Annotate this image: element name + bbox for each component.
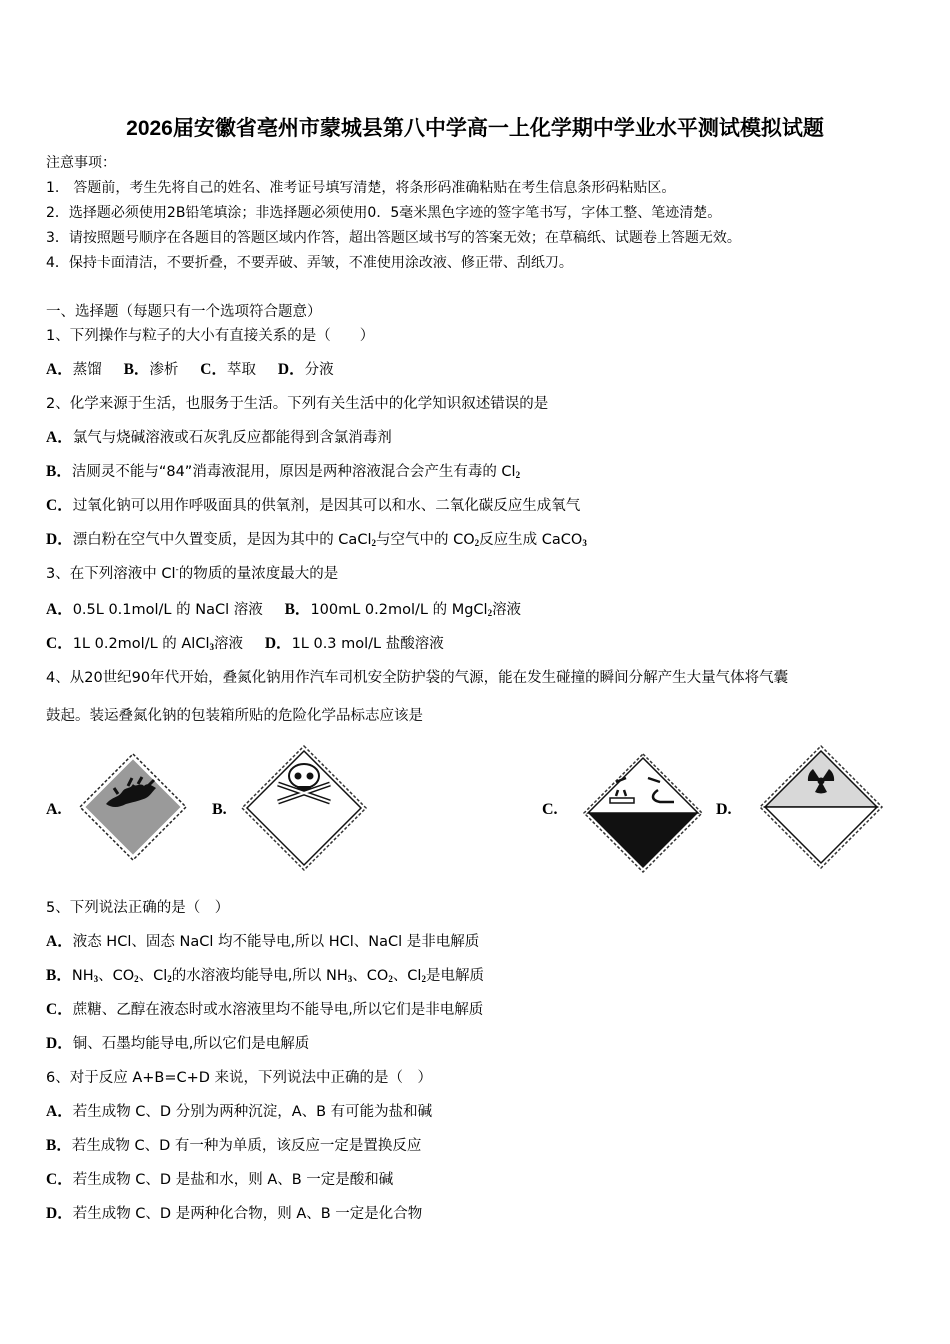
q6-option-a-key: A． bbox=[46, 1103, 73, 1120]
subscript: 3 bbox=[93, 974, 99, 984]
q5-option-b bbox=[46, 966, 484, 986]
corrosive-hazard-sign-icon bbox=[582, 752, 704, 874]
q6-option-d bbox=[46, 1204, 422, 1224]
q3-options-row-1 bbox=[46, 600, 521, 620]
q6-option-d-text: 若生成物 C、D 是两种化合物，则 A、B 一定是化合物 bbox=[72, 1206, 423, 1222]
q3-stem-text: 的物质的量浓度最大的是 bbox=[178, 566, 339, 582]
subscript: 2 bbox=[421, 974, 426, 984]
question-6-stem: 6、对于反应 A+B=C+D 来说，下列说法中正确的是（ ） bbox=[46, 1070, 433, 1086]
q2-option-b-key: B． bbox=[46, 463, 72, 480]
question-1-options bbox=[46, 360, 334, 380]
superscript: - bbox=[175, 565, 179, 575]
q5-option-b-key: B． bbox=[46, 967, 72, 984]
section-heading: 一、选择题（每题只有一个选项符合题意） bbox=[46, 304, 322, 320]
notice-item-2: 2．选择题必须使用2B铅笔填涂；非选择题必须使用0．5毫米黑色字迹的签字笔书写，字体工整、笔迹清楚。 bbox=[46, 205, 722, 221]
q1-option-b-key: B． bbox=[123, 361, 150, 378]
question-3-stem bbox=[46, 564, 338, 584]
q3-options-row-2 bbox=[46, 634, 444, 654]
radioactive-hazard-sign-icon bbox=[758, 744, 884, 870]
q3-option-b-key: B． bbox=[284, 601, 311, 618]
q5-option-a-text: 液态 HCl、固态 NaCl 均不能导电,所以 HCl、NaCl 是非电解质 bbox=[72, 934, 480, 950]
q2-option-a-key: A． bbox=[46, 429, 73, 446]
q2-option-c bbox=[46, 496, 580, 516]
q5-option-c bbox=[46, 1000, 483, 1020]
question-4-stem-line-1: 4、从20世纪90年代开始，叠氮化钠用作汽车司机安全防护袋的气源，能在发生碰撞的瞬间分解产生大量气体将气囊 bbox=[46, 670, 789, 686]
q3-option-d-key: D． bbox=[264, 635, 292, 652]
q2-option-a-text: 氯气与烧碱溶液或石灰乳反应都能得到含氯消毒剂 bbox=[72, 430, 392, 446]
q6-option-a bbox=[46, 1102, 432, 1122]
question-2-stem: 2、化学来源于生活，也服务于生活。下列有关生活中的化学知识叙述错误的是 bbox=[46, 396, 549, 412]
subscript: 3 bbox=[347, 974, 353, 984]
q6-option-c-key: C． bbox=[46, 1171, 73, 1188]
subscript: 2 bbox=[134, 974, 139, 984]
q3-option-a-key: A． bbox=[46, 601, 73, 618]
q3-option-c-key: C． bbox=[46, 635, 73, 652]
q5-option-b-text: 、Cl bbox=[392, 968, 422, 984]
q6-option-d-key: D． bbox=[46, 1205, 73, 1222]
q5-option-b-text: 、Cl bbox=[138, 968, 168, 984]
subscript: 2 bbox=[167, 974, 172, 984]
q1-option-d-text: 分液 bbox=[304, 362, 334, 378]
q5-option-b-text: 是电解质 bbox=[425, 968, 484, 984]
q2-option-d-text: 与空气中的 CO bbox=[375, 532, 475, 548]
question-4-stem-line-2: 鼓起。装运叠氮化钠的包装箱所贴的危险化学品标志应该是 bbox=[46, 708, 423, 724]
subscript: 3 bbox=[209, 642, 214, 652]
q1-option-a-text: 蒸馏 bbox=[72, 362, 102, 378]
q6-option-b bbox=[46, 1136, 421, 1156]
q1-option-a-key: A． bbox=[46, 361, 73, 378]
q2-option-d-key: D． bbox=[46, 531, 73, 548]
q5-option-a-key: A． bbox=[46, 933, 73, 950]
q2-option-b bbox=[46, 462, 520, 482]
q3-option-c-text: 1L 0.2mol/L 的 AlCl bbox=[72, 636, 210, 652]
q5-option-b-text: NH bbox=[71, 968, 94, 984]
q2-option-a bbox=[46, 428, 392, 448]
q6-option-c-text: 若生成物 C、D 是盐和水，则 A、B 一定是酸和碱 bbox=[72, 1172, 394, 1188]
q2-option-c-text: 过氧化钠可以用作呼吸面具的供氧剂，是因其可以和水、二氧化碳反应生成氧气 bbox=[72, 498, 581, 514]
q1-option-b-text: 渗析 bbox=[149, 362, 179, 378]
notice-heading: 注意事项： bbox=[46, 155, 116, 171]
q4-option-b-key: B. bbox=[212, 801, 227, 818]
q1-option-c-text: 萃取 bbox=[227, 362, 256, 378]
q5-option-b-text: 的水溶液均能导电,所以 NH bbox=[171, 968, 348, 984]
q1-option-d-key: D． bbox=[277, 361, 305, 378]
subscript: 2 bbox=[515, 470, 521, 480]
notice-item-1: 1. 答题前，考生先将自己的姓名、准考证号填写清楚，将条形码准确粘贴在考生信息条形码粘贴区。 bbox=[46, 180, 676, 196]
q6-option-c bbox=[46, 1170, 393, 1190]
subscript: 2 bbox=[474, 538, 480, 548]
q3-option-a-text: 0.5L 0.1mol/L 的 NaCl 溶液 bbox=[72, 602, 263, 618]
q5-option-c-key: C． bbox=[46, 1001, 73, 1018]
notice-item-3: 3．请按照题号顺序在各题目的答题区域内作答，超出答题区域书写的答案无效；在草稿纸、试题卷上答题无效。 bbox=[46, 230, 741, 246]
q4-option-a-key: A. bbox=[46, 801, 62, 818]
toxic-skull-hazard-sign-icon bbox=[240, 744, 368, 872]
q6-option-b-text: 若生成物 C、D 有一种为单质，该反应一定是置换反应 bbox=[71, 1138, 422, 1154]
q2-option-d bbox=[46, 530, 587, 550]
subscript: 2 bbox=[388, 974, 393, 984]
q3-option-b-text: 溶液 bbox=[492, 602, 522, 618]
q5-option-d bbox=[46, 1034, 309, 1054]
q6-option-a-text: 若生成物 C、D 分别为两种沉淀，A、B 有可能为盐和碱 bbox=[72, 1104, 433, 1120]
q2-option-c-key: C． bbox=[46, 497, 73, 514]
q4-option-c-key: C. bbox=[542, 801, 558, 818]
q2-option-d-text: 反应生成 CaCO bbox=[479, 532, 583, 548]
notice-item-4: 4．保持卡面清洁，不要折叠，不要弄破、弄皱，不准使用涂改液、修正带、刮纸刀。 bbox=[46, 255, 573, 271]
q2-option-d-text: 漂白粉在空气中久置变质，是因为其中的 CaCl bbox=[72, 532, 372, 548]
q3-option-d-text: 1L 0.3 mol/L 盐酸溶液 bbox=[291, 636, 444, 652]
q5-option-d-text: 铜、石墨均能导电,所以它们是电解质 bbox=[72, 1036, 310, 1052]
subscript: 2 bbox=[371, 538, 376, 548]
page-title: 2026届安徽省亳州市蒙城县第八中学高一上化学期中学业水平测试模拟试题 bbox=[126, 117, 824, 140]
q1-option-c-key: C． bbox=[200, 361, 227, 378]
q3-option-b-text: 100mL 0.2mol/L 的 MgCl bbox=[310, 602, 488, 618]
subscript: 3 bbox=[582, 538, 587, 548]
subscript: 2 bbox=[487, 608, 493, 618]
question-5-stem: 5、下列说法正确的是（ ） bbox=[46, 900, 230, 916]
question-1-stem: 1、下列操作与粒子的大小有直接关系的是（ ） bbox=[46, 328, 375, 344]
q2-option-b-text: 洁厕灵不能与“84”消毒液混用，原因是两种溶液混合会产生有毒的 Cl bbox=[71, 464, 516, 480]
q3-stem-text: 3、在下列溶液中 Cl bbox=[46, 566, 176, 582]
q6-option-b-key: B． bbox=[46, 1137, 72, 1154]
q4-option-d-key: D. bbox=[716, 801, 732, 818]
q3-option-c-text: 溶液 bbox=[213, 636, 243, 652]
q5-option-b-text: 、CO bbox=[352, 968, 389, 984]
q5-option-c-text: 蔗糖、乙醇在液态时或水溶液里均不能导电,所以它们是非电解质 bbox=[72, 1002, 484, 1018]
q5-option-d-key: D． bbox=[46, 1035, 73, 1052]
q5-option-a bbox=[46, 932, 479, 952]
explosive-hazard-sign-icon bbox=[78, 752, 188, 862]
q5-option-b-text: 、CO bbox=[98, 968, 135, 984]
